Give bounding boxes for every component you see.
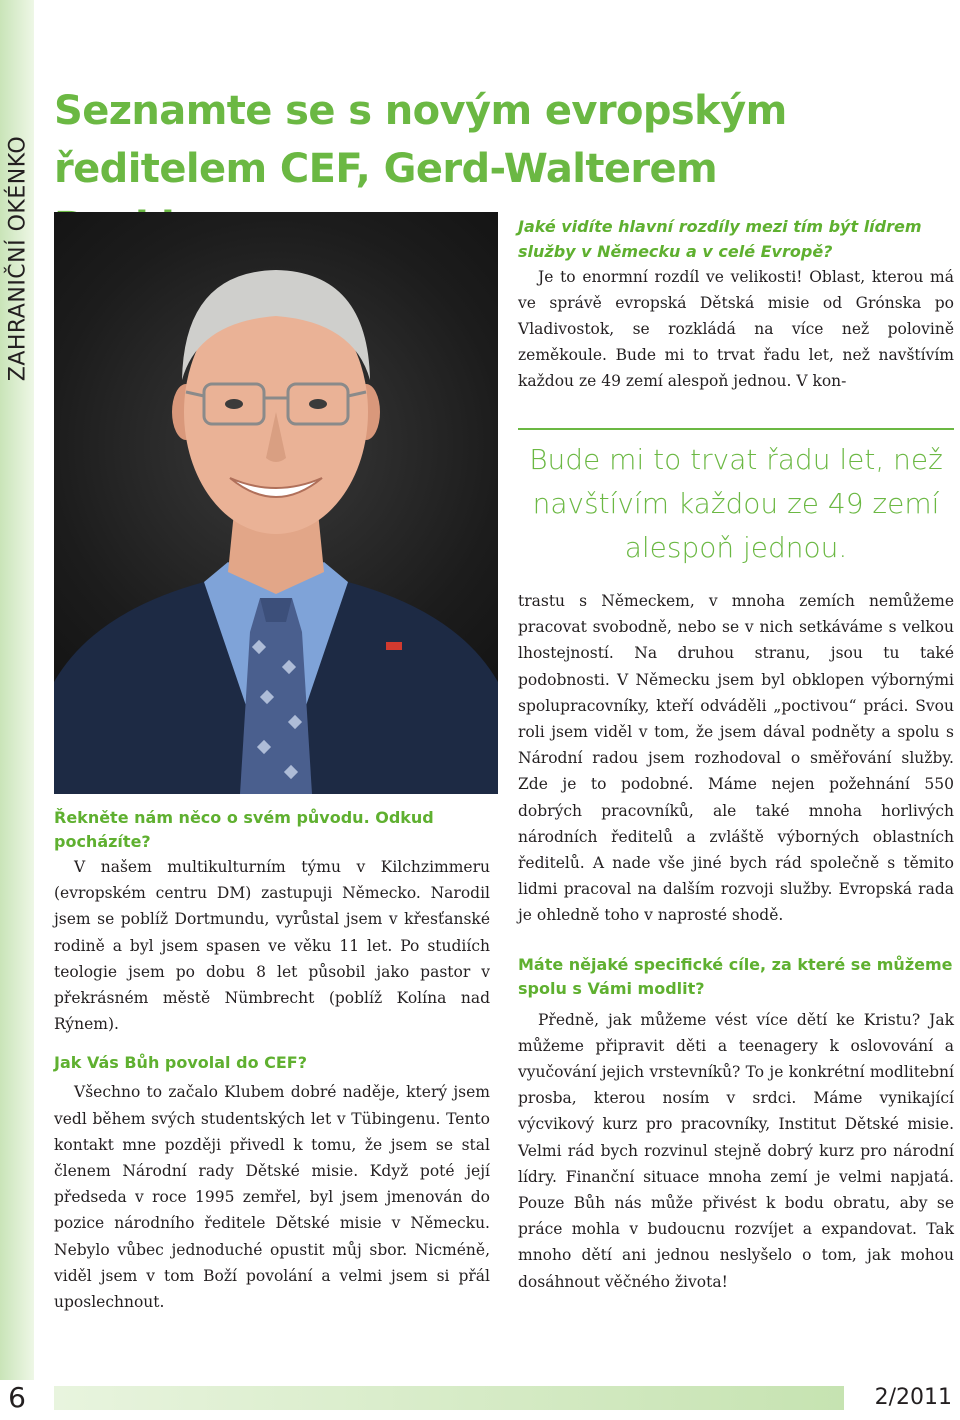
pull-quote: Bude mi to trvat řadu let, než navštívím každou ze 49 zemí alespoň jednou. <box>518 428 954 570</box>
question-goals: Máte nějaké specifické cíle, za které se můžeme spolu s Vámi modlit? <box>518 954 953 998</box>
page-number: 6 <box>8 1381 26 1414</box>
portrait-photo <box>54 212 498 794</box>
answer-differences-start: Je to enormní rozdíl ve velikosti! Oblast, kterou má ve správě evropská Dětská misie od Grónska po Vladivostok, se rozkládá na více než polovině zeměkoule. Bude mi to trvat řadu let, než navštívím každou ze 49 zemí alespoň jednou. V kon- <box>518 268 954 390</box>
answer-calling: Všechno to začalo Klubem dobré naděje, který jsem vedl během svých studentských let v Tübingenu. Tento kontakt mne později přivedl k tomu, že jsem se stal členem Národní rady Dětské misie. Když poté její předseda v roce 1995 zemřel, byl jsem jmenován do pozice národního ředitele Dětské misie v Německu. Nebylo vůbec jednoduché opustit můj sbor. Nicméně, viděl jsem v tom Boží povolání a velmi jsem si přál uposlechnout. <box>54 1083 490 1312</box>
section-label: ZAHRANIČNÍ OKÉNKO <box>5 135 31 381</box>
answer-origin: V našem multikulturním týmu v Kilchzimmeru (evropském centru DM) zastupuji Německo. Narodil jsem se poblíž Dortmundu, vyrůstal jsem v křesťanské rodině a byl jsem spasen ve věku 11 let. Po studiích teologie jsem po dobu 8 let působil jako pastor v překrásném městě Nümbrecht (poblíž Kolína nad Rýnem). <box>54 858 490 1034</box>
left-column <box>54 806 490 1315</box>
question-origin: Řekněte nám něco o svém původu. Odkud pocházíte? <box>54 808 434 851</box>
footer-color-bar <box>54 1386 844 1410</box>
portrait-illustration <box>54 212 498 794</box>
answer-differences-continued: trastu s Německem, v mnoha zemích nemůžeme pracovat svobodně, nebo se v nich setkáváme s velkou lhostejností. Na druhou stranu, jsou tu také podobnosti. V Německu jsem byl obklopen výbornými spolupracovníky, kteří odváděli „poctivou“ práci. Svou roli jsem viděl v tom, že jsem dával podněty a spolu s Národní radou jsem rozhodoval o směřování služby. Zde je to podobné. Máme nejen požehnání 550 dobrých pracovníků, ale také mnoha horlivých národních ředitelů a zvláště výborných oblastních ředitelů. A nade vše jiné bych rád společně s těmito lidmi pracoval na dalším rozvoji služby. Evropská rada je ohledně toho v naprosté shodě. <box>518 592 954 925</box>
question-calling: Jak Vás Bůh povolal do CEF? <box>54 1053 308 1073</box>
right-column-top <box>518 214 954 394</box>
issue-number: 2/2011 <box>874 1385 952 1410</box>
answer-goals: Předně, jak můžeme vést více dětí ke Kristu? Jak můžeme připravit děti a teenagery k oslovování a vyučování jejich vrstevníků? To je konkrétní modlitební prosba, kterou nosím v srdci. Máme vynikající výcvikový kurz pro pracovníky, Institut Dětské misie. Velmi rád bych rozvinul stejně dobrý kurz pro národní lídry. Finanční situace mnoha zemí je velmi napjatá. Pouze Bůh nás může přivést k bodu obratu, aby se práce mohla v budoucnu rozvíjet a expandovat. Tak mnoho dětí ani jednou neslyšelo o tom, jak mohou dosáhnout věčného života! <box>518 1010 954 1291</box>
question-differences: Jaké vidíte hlavní rozdíly mezi tím být lídrem služby v Německu a v celé Evropě? <box>518 217 922 261</box>
article-title: Seznamte se s novým evropským ředitelem CEF, Gerd-Walterem <box>54 88 787 192</box>
right-column-bottom <box>518 588 954 1295</box>
